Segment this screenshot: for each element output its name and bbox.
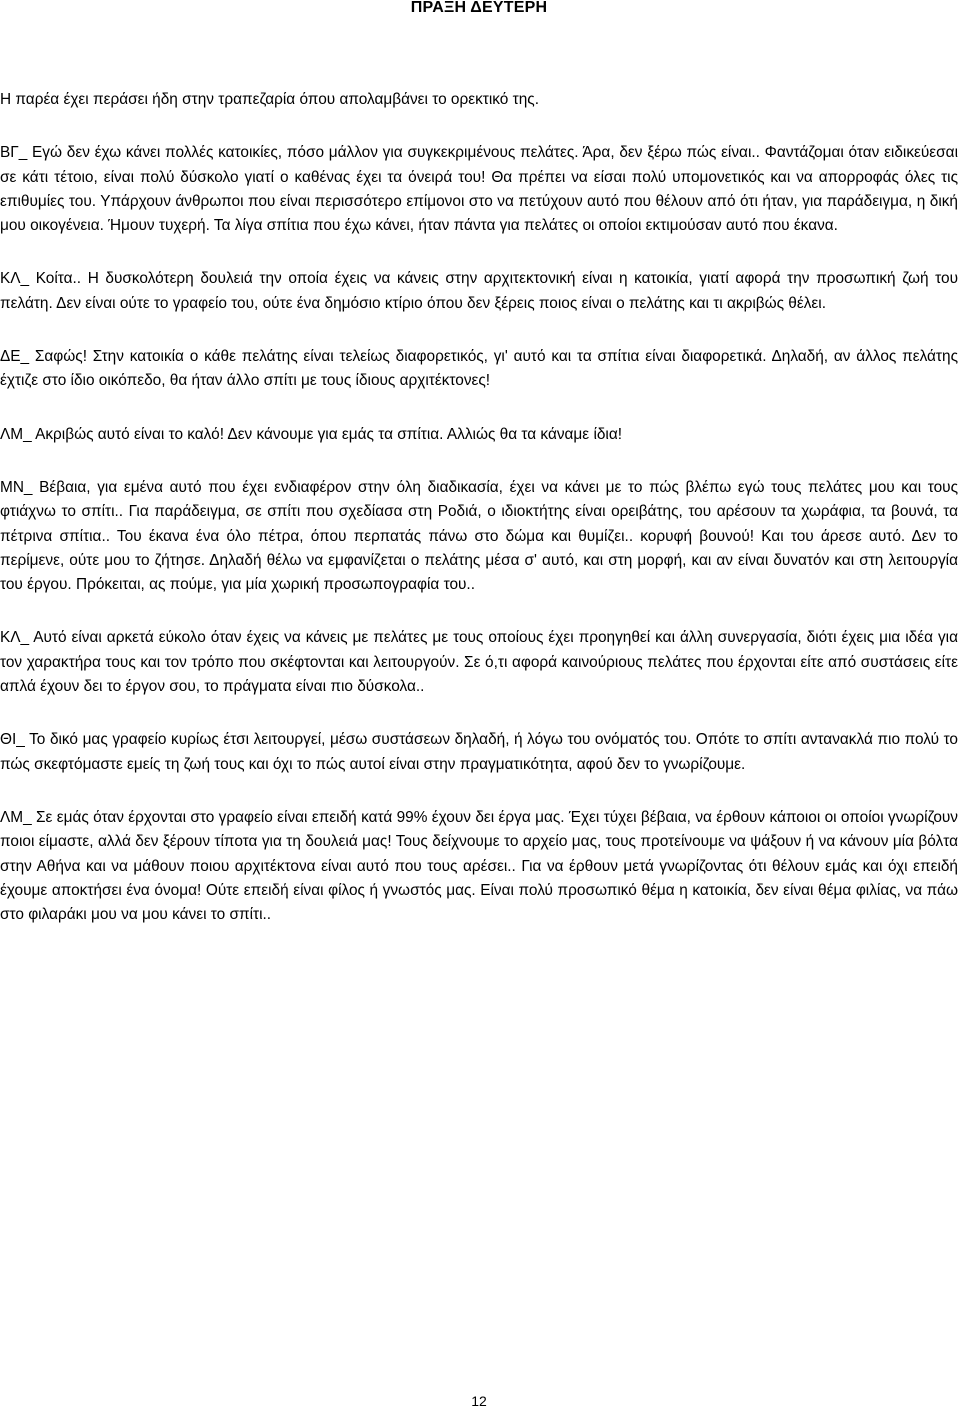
paragraph-mn: ΜΝ_ Βέβαια, για εμένα αυτό που έχει ενδιαφέρον στην όλη διαδικασία, έχει να κάνει με το πώς βλέπω εγώ τους πελάτες μου και τους φτιάχνω το σπίτι.. Για παράδειγμα, σε σπίτι που σχεδίασα στη Ροδιά, ο ιδιοκτήτης είναι ορειβάτης, του αρέσουν τα χωράφια, τα βουνά, τα πέτρινα σπίτια.. Του έκανα ένα όλο πέτρα, όπου περπατάς πάνω στο δώμα και θυμίζει.. κορυφή βουνού! Και του άρεσε αυτό. Δεν το περίμενε, ούτε μου το ζήτησε. Δηλαδή θέλω να εμφανίζεται ο πελάτης μέσα σ' αυτό, και στη μορφή, και αν είναι δυνατόν και στη λειτουργία του έργου. Πρόκειται, ας πούμε, για μία χωρική προσωπογραφία του..	[0, 478, 958, 594]
paragraph-thi: ΘΙ_ Το δικό μας γραφείο κυρίως έτσι λειτουργεί, μέσω συστάσεων δηλαδή, ή λόγω του ονόματός του. Οπότε το σπίτι αντανακλά πιο πολύ το πώς σκεφτόμαστε εμείς τη ζωή τους και όχι το πώς αυτοί είναι στην πραγματικότητα, αφού δεν το γνωρίζουμε.	[0, 731, 958, 773]
paragraph-stage-direction: Η παρέα έχει περάσει ήδη στην τραπεζαρία όπου απολαμβάνει το ορεκτικό της.	[0, 91, 539, 108]
paragraph-kl-2: ΚΛ_ Αυτό είναι αρκετά εύκολο όταν έχεις να κάνεις με πελάτες με τους οποίους έχει προηγηθεί και άλλη συνεργασία, διότι έχεις μια ιδέα για τον χαρακτήρα τους και τον τρόπο που σκέφτονται και λειτουργούν. Σε ό,τι αφορά καινούριους πελάτες που έρχονται είτε από συστάσεις είτε απλά έχουν δει το έργον σου, το πράγματα είναι πιο δύσκολα..	[0, 629, 958, 696]
document-body	[0, 88, 958, 927]
page-number: 12	[471, 1393, 487, 1409]
paragraph-kl-1: ΚΛ_ Κοίτα.. Η δυσκολότερη δουλειά την οποία έχεις να κάνεις στην αρχιτεκτονική είναι η κατοικία, γιατί αφορά την προσωπική ζωή του πελάτη. Δεν είναι ούτε το γραφείο του, ούτε ένα δημόσιο κτίριο όπου δεν ξέρεις ποιος είναι ο πελάτης και τι ακριβώς θέλει.	[0, 270, 958, 312]
paragraph-lm-2: ΛΜ_ Σε εμάς όταν έρχονται στο γραφείο είναι επειδή κατά 99% έχουν δει έργα μας. Έχει τύχει βέβαια, να έρθουν κάποιοι οι οποίοι γνωρίζουν ποιοι είμαστε, αλλά δεν ξέρουν τίποτα για τη δουλειά μας! Τους δείχνουμε το αρχείο μας, τους προτείνουμε να ψάξουν ή να κάνουν μία βόλτα στην Αθήνα και να μάθουν ποιου αρχιτέκτονα είναι αυτό που τους αρέσει.. Για να έρθουν μετά γνωρίζοντας ότι θέλουν εμάς και όχι επειδή έχουμε αποκτήσει ένα όνομα! Ούτε επειδή είναι φίλος ή γνωστός μας. Είναι πολύ προσωπικό θέμα η κατοικία, δεν είναι θέμα φιλίας, να πάω στο φιλαράκι μου να μου κάνει το σπίτι..	[0, 808, 958, 924]
page-title: ΠΡΑΞΗ ΔΕΥΤΕΡΗ	[410, 0, 548, 16]
paragraph-lm-1: ΛΜ_ Ακριβώς αυτό είναι το καλό! Δεν κάνουμε για εμάς τα σπίτια. Αλλιώς θα τα κάναμε ίδια!	[0, 425, 623, 443]
paragraph-de: ΔΕ_ Σαφώς! Στην κατοικία ο κάθε πελάτης είναι τελείως διαφορετικός, γι' αυτό και τα σπίτια είναι διαφορετικά. Δηλαδή, αν άλλος πελάτης έχτιζε στο ίδιο οικόπεδο, θα ήταν άλλο σπίτι με τους ίδιους αρχιτέκτονες!	[0, 348, 958, 390]
paragraph-bg: ΒΓ_ Εγώ δεν έχω κάνει πολλές κατοικίες, πόσο μάλλον για συγκεκριμένους πελάτες. Άρα, δεν ξέρω πώς είναι.. Φαντάζομαι όταν ειδικεύεσαι σε κάτι τέτοιο, είναι πολύ δύσκολο γιατί ο καθένας έχει τα όνειρά του! Θα πρέπει να είσαι πολύ υπομονετικός και να απορροφάς όλες τις επιθυμίες του. Υπάρχουν άνθρωποι που είναι περισσότερο επίμονοι στο να πετύχουν αυτό που θέλουν από ότι ήταν, για παράδειγμα, η δική μου οικογένεια. Ήμουν τυχερή. Τα λίγα σπίτια που έχω κάνει, ήταν πάντα για πελάτες οι οποίοι εκτιμούσαν αυτό που έκανα.	[0, 144, 958, 235]
